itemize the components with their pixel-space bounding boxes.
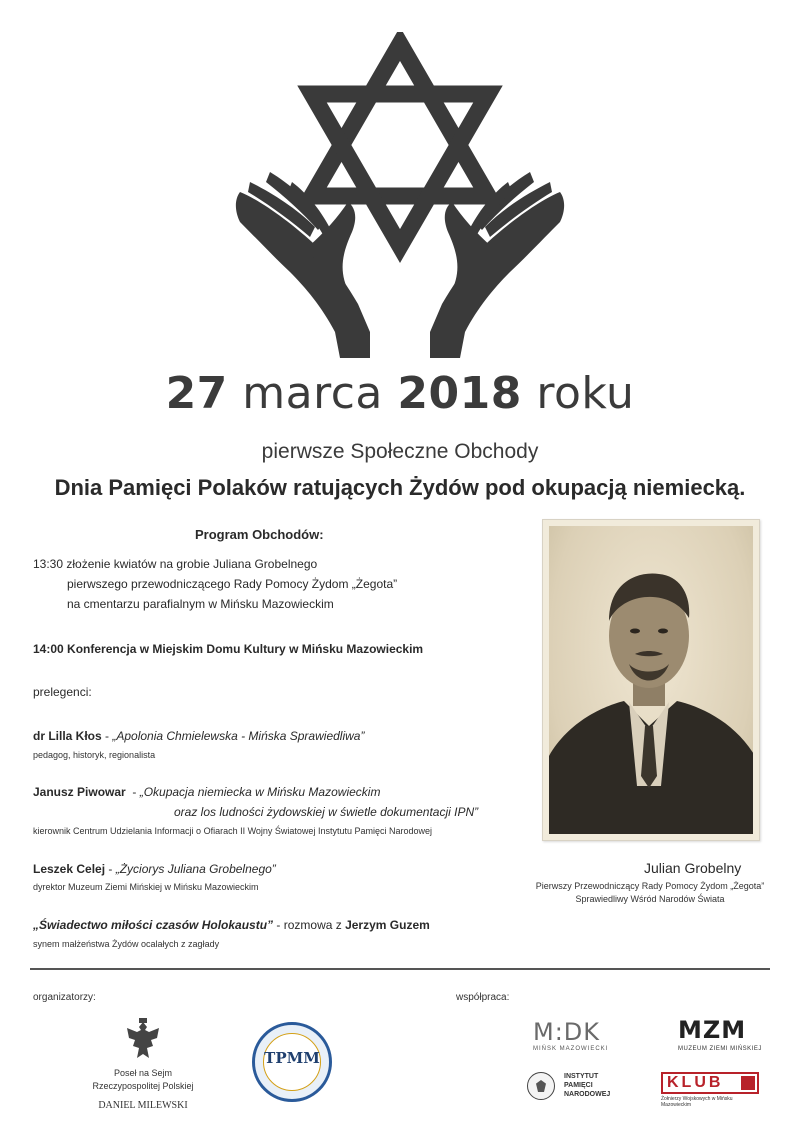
program-item-2: 14:00 Konferencja w Miejskim Domu Kultury w Mińsku Mazowieckim [33, 642, 424, 656]
portrait-photo [542, 519, 760, 841]
ipn-line1: INSTYTUT [564, 1073, 599, 1080]
mzm-subtitle: MUZEUM ZIEMI MIŃSKIEJ [678, 1046, 762, 1052]
photo-caption-line1: Pierwszy Przewodniczący Rady Pomocy Żydom „Żegota” [535, 881, 765, 891]
mdk-logo: M:DK [533, 1018, 601, 1046]
ipn-line2: PAMIĘCI [564, 1082, 593, 1089]
date-month: marca [242, 368, 383, 419]
speaker-name: dr Lilla Kłos [33, 729, 102, 743]
sejm-name: DANIEL MILEWSKI [98, 1100, 188, 1111]
klub-text: KLUB [667, 1074, 724, 1091]
star-triangle-up [312, 44, 488, 196]
portrait-figure [549, 526, 753, 834]
speaker-topic: „Okupacja niemiecka w Mińsku Mazowieckim [139, 785, 381, 799]
cooperation-label: współpraca: [456, 992, 510, 1003]
ipn-seal-icon [527, 1072, 555, 1100]
program-item-1-line2: pierwszego przewodniczącego Rady Pomocy Żydom „Żegota” [67, 577, 398, 591]
klub-emblem-icon [741, 1076, 755, 1090]
klub-logo [661, 1072, 759, 1094]
speaker-topic: „Życiorys Juliana Grobelnego” [115, 862, 276, 876]
speaker-1 [33, 727, 364, 745]
speaker-name: Leszek Celej [33, 862, 106, 876]
mdk-subtitle: MIŃSK MAZOWIECKI [533, 1046, 609, 1052]
photo-caption-name: Julian Grobelny [644, 860, 742, 876]
speaker-2 [33, 783, 380, 801]
organizers-label: organizatorzy: [33, 992, 96, 1003]
footer-divider [30, 968, 770, 970]
speaker-topic: „Apolonia Chmielewska - Mińska Sprawiedliwa” [112, 729, 365, 743]
speaker-name: Janusz Piwowar [33, 785, 126, 799]
ipn-line3: NARODOWEJ [564, 1091, 611, 1098]
sejm-line1: Poseł na Sejm [113, 1068, 173, 1078]
speaker-3 [33, 860, 276, 878]
conversation-guest: Jerzym Guzem [345, 918, 430, 932]
speakers-label: prelegenci: [33, 685, 92, 699]
speaker-separator: - [101, 729, 113, 743]
speaker-separator: - [125, 785, 140, 799]
subheadline: pierwsze Społeczne Obchody [261, 440, 539, 463]
tpmm-letters: TPMM [264, 1049, 320, 1067]
program-item-1-line1: 13:30 złożenie kwiatów na grobie Juliana Grobelnego [33, 557, 318, 571]
date-day: 27 [165, 368, 228, 419]
sejm-line2: Rzeczypospolitej Polskiej [92, 1081, 194, 1091]
tpmm-logo [252, 1022, 332, 1102]
klub-subtitle: Żołnierzy Wojskowych w Mińsku Mazowieckim [661, 1096, 733, 1108]
event-title: Dnia Pamięci Polaków ratujących Żydów pod okupacją niemiecką. [54, 475, 746, 500]
event-date-headline [0, 368, 800, 419]
conversation [33, 916, 430, 934]
mzm-logo: MZM [678, 1016, 747, 1044]
speaker-separator: - [105, 862, 116, 876]
conversation-guest-role: synem małżeństwa Żydów ocalałych z zagłady [33, 939, 220, 949]
polish-eagle-icon [123, 1018, 163, 1064]
date-suffix: roku [536, 368, 635, 419]
program-item-1-line3: na cmentarzu parafialnym w Mińsku Mazowieckim [67, 597, 334, 611]
speaker-topic-line2: oraz los ludności żydowskiej w świetle dokumentacji IPN” [174, 805, 479, 819]
program-heading: Program Obchodów: [195, 527, 324, 542]
speaker-3-role: dyrektor Muzeum Ziemi Mińskiej w Mińsku Mazowieckim [33, 882, 259, 892]
conversation-middle: - rozmowa z [273, 918, 346, 932]
ipn-text [564, 1072, 610, 1099]
star-of-david-hands-emblem [230, 32, 570, 362]
photo-caption-line2: Sprawiedliwy Wśród Narodów Świata [575, 894, 725, 904]
speaker-2-topic-continued [174, 803, 478, 821]
speaker-1-role: pedagog, historyk, regionalista [33, 750, 156, 760]
date-year: 2018 [397, 368, 522, 419]
speaker-2-role: kierownik Centrum Udzielania Informacji o Ofiarach II Wojny Światowej Instytutu Pamięci Narodowej [33, 826, 432, 836]
conversation-title: „Świadectwo miłości czasów Holokaustu” [33, 918, 274, 932]
